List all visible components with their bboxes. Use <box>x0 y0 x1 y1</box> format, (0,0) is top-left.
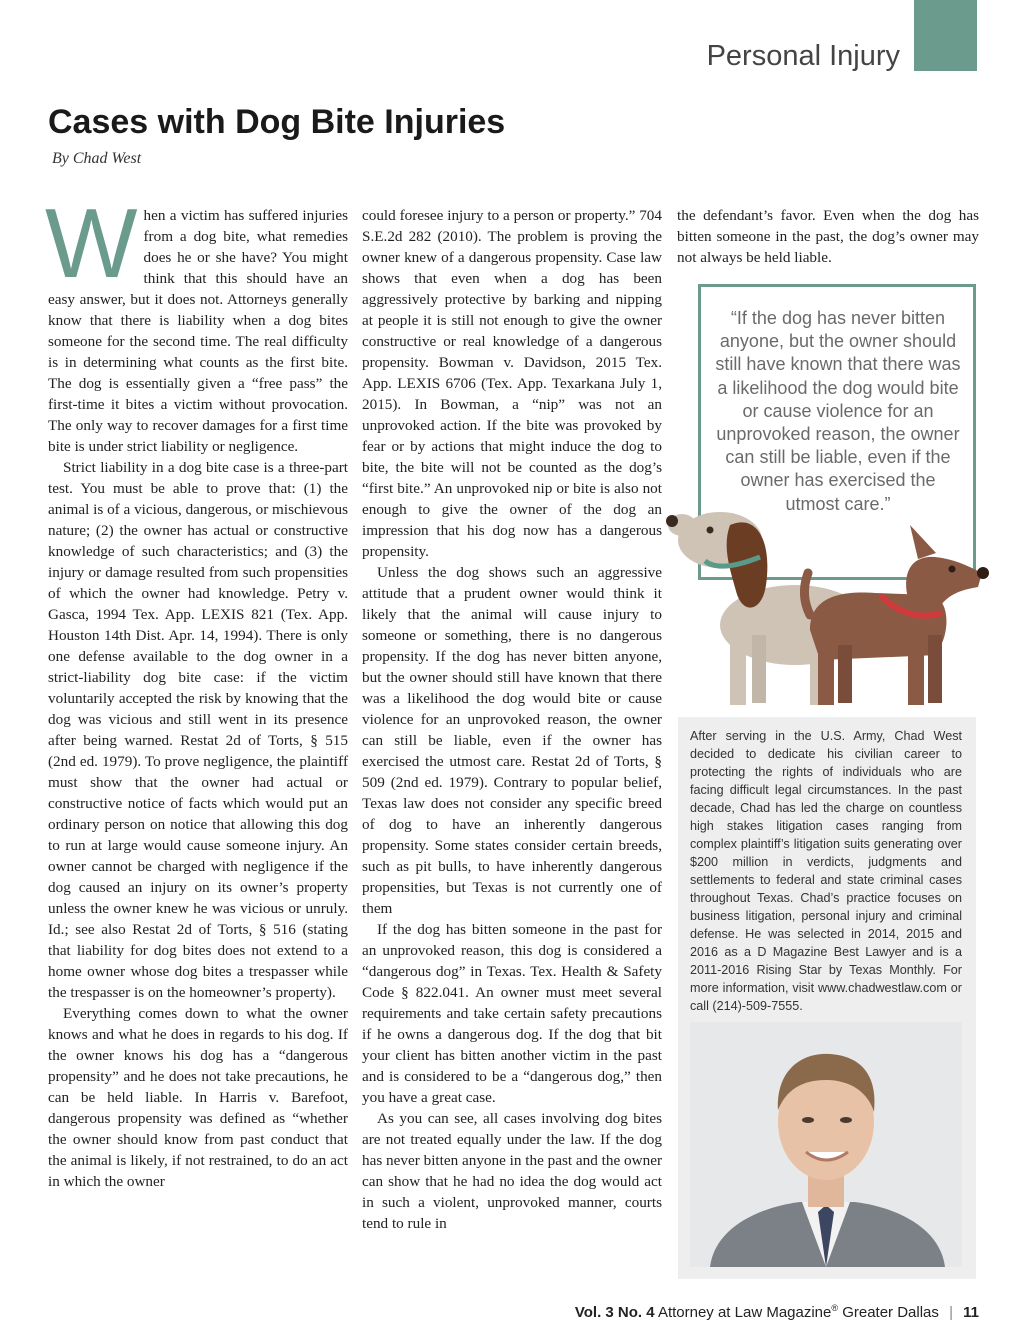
byline: By Chad West <box>52 150 142 167</box>
page-footer <box>575 1303 979 1321</box>
article-column-3 <box>677 205 979 268</box>
page-number: 11 <box>963 1304 979 1321</box>
magazine-name: Attorney at Law Magazine <box>657 1304 832 1321</box>
article-paragraph: Everything comes down to what the owner knows and what he does in regards to his dog. If the owner knows his dog has a “dangerous propensity” and he does not take precautions, he can be held liable. In Harris v. Barefoot, dangerous propensity was defined as “whether the owner should know from past conduct that the animal is likely, if not restrained, to do an act in which the owner <box>48 1005 348 1190</box>
author-bio: After serving in the U.S. Army, Chad West decided to dedicate his civilian career to protecting the rights of individuals who are facing difficult legal circumstances. In the past decade, Chad has led the charge on countless high stakes litigation cases ranging from complex plaintiff’s litigation suits generating over $200 million in verdicts, judgments and settlements to federal and state criminal cases throughout Texas. Chad’s practice focuses on business litigation, personal injury and criminal defense. He was selected in 2014, 2015 and 2016 as a D Magazine Best Lawyer and is a 2011-2016 Rising Star by Texas Monthly. For more information, visit www.chadwestlaw.com or call (214)-509-7555. <box>690 729 962 1013</box>
registered-mark: ® <box>831 1303 839 1313</box>
pull-quote: “If the dog has never bitten anyone, but the owner should still have known that there was a likelihood the dog would bite or cause violence for an unprovoked reason, the owner can still be liable, even if the owner has exercised the utmost care.” <box>715 308 961 514</box>
article-title: Cases with Dog Bite Injuries <box>48 103 506 141</box>
section-label: Personal Injury <box>706 40 900 72</box>
article-paragraph: Unless the dog shows such an aggressive attitude that a prudent owner would think it likely that the animal will cause injury to someone or something, there is no dangerous propensity. If the dog has never bitten anyone, but the owner should still have known that there was a likelihood the dog would bite or cause violence for an unprovoked reason, the owner can still be liable, even if the owner has exercised the utmost care. Restat 2d of Torts, § 509 (2nd ed. 1979). Contrary to popular belief, Texas law does not consider any specific breed of dog to have an inherently dangerous propensity. Some states consider certain breeds, such as pit bulls, to have inherently dangerous propensities, but Texas is not currently one of them <box>362 564 662 917</box>
issue-volume: Vol. 3 No. 4 <box>574 1304 655 1321</box>
article-paragraph: When a victim has suffered injuries from a dog bite, what remedies does he or she have? You might think that this should have an easy answer, but it does not. Attorneys generally know that there is liability when a dog bites someone for the second time. The real difficulty is in determining what counts as the first bite. The dog is essentially given a “free pass” the first-time it bites a victim without provocation. The only way to recover damages for a first time bite is under strict liability or negligence. <box>45 188 348 455</box>
article-paragraph: As you can see, all cases involving dog bites are not treated equally under the law. If the dog has never bitten anyone in the past and the owner can show that he had no idea the dog would act in such a violent, unprovoked manner, courts tend to rule in <box>362 1110 662 1232</box>
article-paragraph: the defendant’s favor. Even when the dog has bitten someone in the past, the dog’s owner may not always be held liable. <box>677 207 979 266</box>
brown-dog-icon <box>804 525 989 705</box>
article-paragraph: could foresee injury to a person or property.” 704 S.E.2d 282 (2010). The problem is proving the owner knew of a dangerous propensity. Case law shows that even when a dog has been aggressively protective by barking and nipping at people it is still not enough to give the owner constructive or real knowledge of a dangerous propensity. Bowman v. Davidson, 2015 Tex. App. LEXIS 6706 (Tex. App. Texarkana July 1, 2015). In Bowman, a “nip” was not an unprovoked action. If the bite was provoked by fear or by actions that might induce the dog to bite, the bite will not be counted as the dog’s “first bite.” An unprovoked nip or bite is also not enough to give the owner of the dog an impression that his dog now has a dangerous propensity. <box>362 207 662 560</box>
article-paragraph: Strict liability in a dog bite case is a three-part test. You must be able to prove that: (1) the animal is of a vicious, dangerous, or mischievous nature; (2) the owner has actual or constructive knowledge of such characteristics; and (3) the injury or damage resulted from such propensities of which the owner had knowledge. Petry v. Gasca, 1994 Tex. App. LEXIS 821 (Tex. App. Houston 14th Dist. Apr. 14, 1994). There is only one defense available to the dog owner in a strict-liability dog bite case: if the victim voluntarily accepted the risk by knowing that the dog was vicious and still went in its presence after being warned. Restat 2d of Torts, § 515 (2nd ed. 1979). To prove negligence, the plaintiff must show that the owner had actual or constructive notice of facts which would put an ordinary person on notice that allowing this dog to run at large would cause someone injury. An owner cannot be charged with negligence if the dog caused an injury on its owner’s property unless the owner knew he was vicious or unruly. Id.; see also Restat 2d of Torts, § 516 (stating that liability for dog bites does not extend to a home owner whose dog bites a trespasser while the trespasser is on the homeowner’s property). <box>48 459 348 1001</box>
article-column-1 <box>45 188 348 1192</box>
author-photo <box>690 1022 962 1267</box>
article-paragraph: If the dog has bitten someone in the past for an unprovoked reason, this dog is considered a “dangerous dog” in Texas. Tex. Health & Safety Code § 822.041. An owner must meet several requirements and take certain safety precautions if he owns a dangerous dog. If the dog that bit your client has bitten another victim in the past and is considered to be a “dangerous dog,” then you have a great case. <box>362 921 662 1106</box>
footer-separator: | <box>949 1304 953 1321</box>
dogs-illustration <box>660 495 990 710</box>
section-color-tab <box>914 0 977 71</box>
edition-name: Greater Dallas <box>842 1304 939 1321</box>
drop-cap: W <box>45 188 138 298</box>
article-column-2 <box>362 205 662 1234</box>
